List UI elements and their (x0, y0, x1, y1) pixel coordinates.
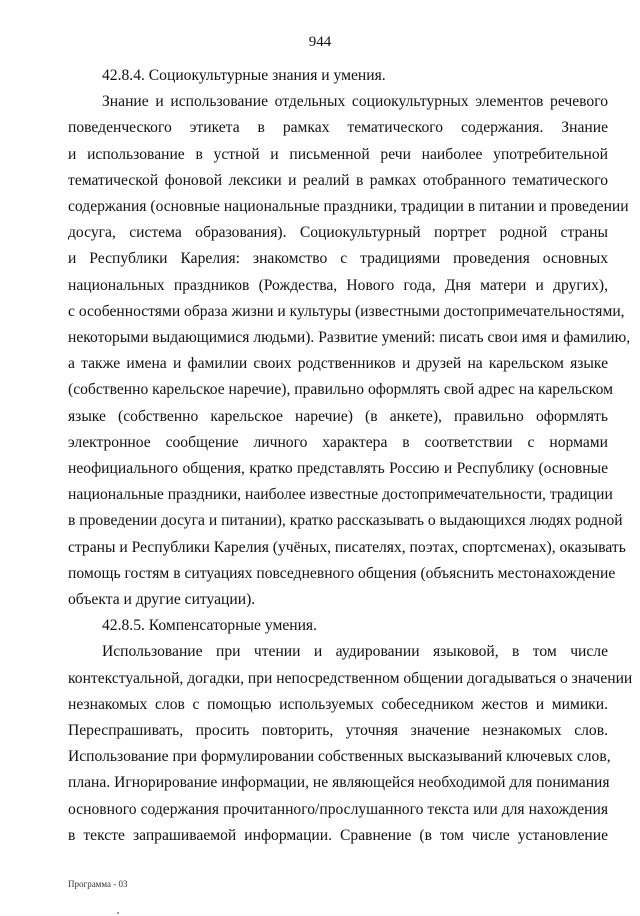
text-line: досуга, система образования). Социокультурный портрет родной страны (68, 224, 608, 242)
text-line: в проведении досуга и питании), кратко рассказывать о выдающихся людях родной (68, 512, 623, 530)
section-heading-42-8-5: 42.8.5. Компенсаторные умения. (102, 617, 317, 635)
footer-label: Программа - 03 (68, 879, 128, 889)
text-line: Переспрашивать, просить повторить, уточняя значение незнакомых слов. (68, 722, 608, 740)
text-line: национальные праздники, наиболее известные достопримечательности, традиции (68, 486, 613, 504)
text-line: страны и Республики Карелия (учёных, писателях, поэтах, спортсменах), оказывать (68, 538, 626, 556)
text-line: Использование при формулировании собственных высказываний ключевых слов, (68, 748, 611, 766)
text-line: (собственно карельское наречие), правильно оформлять свой адрес на карельском (68, 381, 613, 399)
section-body-42-8-5 (68, 639, 633, 849)
text-line: и Республики Карелия: знакомство с традициями проведения основных (68, 250, 608, 268)
text-line: незнакомых слов с помощью используемых собеседником жестов и мимики. (68, 695, 608, 713)
text-line: тематической фоновой лексики и реалий в рамках отобранного тематического (68, 171, 608, 189)
text-line: языке (собственно карельское наречие) (в анкете), правильно оформлять (68, 407, 608, 425)
text-line: национальных праздников (Рождества, Нового года, Дня матери и других), (68, 276, 608, 294)
text-line: основного содержания прочитанного/прослушанного текста или для нахождения (68, 800, 608, 818)
section-heading-42-8-4: 42.8.4. Социокультурные знания и умения. (102, 67, 386, 84)
text-line: и использование в устной и письменной речи наиболее употребительной (68, 145, 608, 163)
text-line: электронное сообщение личного характера в соответствии с нормами (68, 433, 608, 451)
text-line: объекта и другие ситуации). (68, 591, 256, 609)
text-line: помощь гостям в ситуациях повседневного общения (объяснить местонахождение (68, 564, 616, 582)
text-line: плана. Игнорирование информации, не являющейся необходимой для понимания (68, 774, 610, 792)
text-line: поведенческого этикета в рамках тематического содержания. Знание (68, 119, 608, 137)
document-body (68, 63, 633, 849)
text-line: содержания (основные национальные праздники, традиции в питании и проведении (68, 198, 629, 216)
text-line: в тексте запрашиваемой информации. Сравнение (в том числе установление (68, 826, 608, 844)
text-line: с особенностями образа жизни и культуры (известными достопримечательностями, (68, 302, 625, 320)
text-line: некоторыми выдающимися людьми). Развитие умений: писать свои имя и фамилию, (68, 329, 631, 347)
text-line: Использование при чтении и аудировании языковой, в том числе (102, 643, 608, 661)
text-line: контекстуальной, догадки, при непосредственном общении догадываться о значении (68, 669, 633, 687)
text-line: а также имена и фамилии своих родственников и друзей на карельском языке (68, 355, 608, 373)
text-line: неофициального общения, кратко представлять Россию и Республику (основные (68, 460, 608, 478)
scan-speck (117, 912, 119, 914)
page-number: 944 (308, 34, 332, 50)
text-line: Знание и использование отдельных социокультурных элементов речевого (102, 93, 608, 111)
section-body-42-8-4 (68, 89, 631, 613)
